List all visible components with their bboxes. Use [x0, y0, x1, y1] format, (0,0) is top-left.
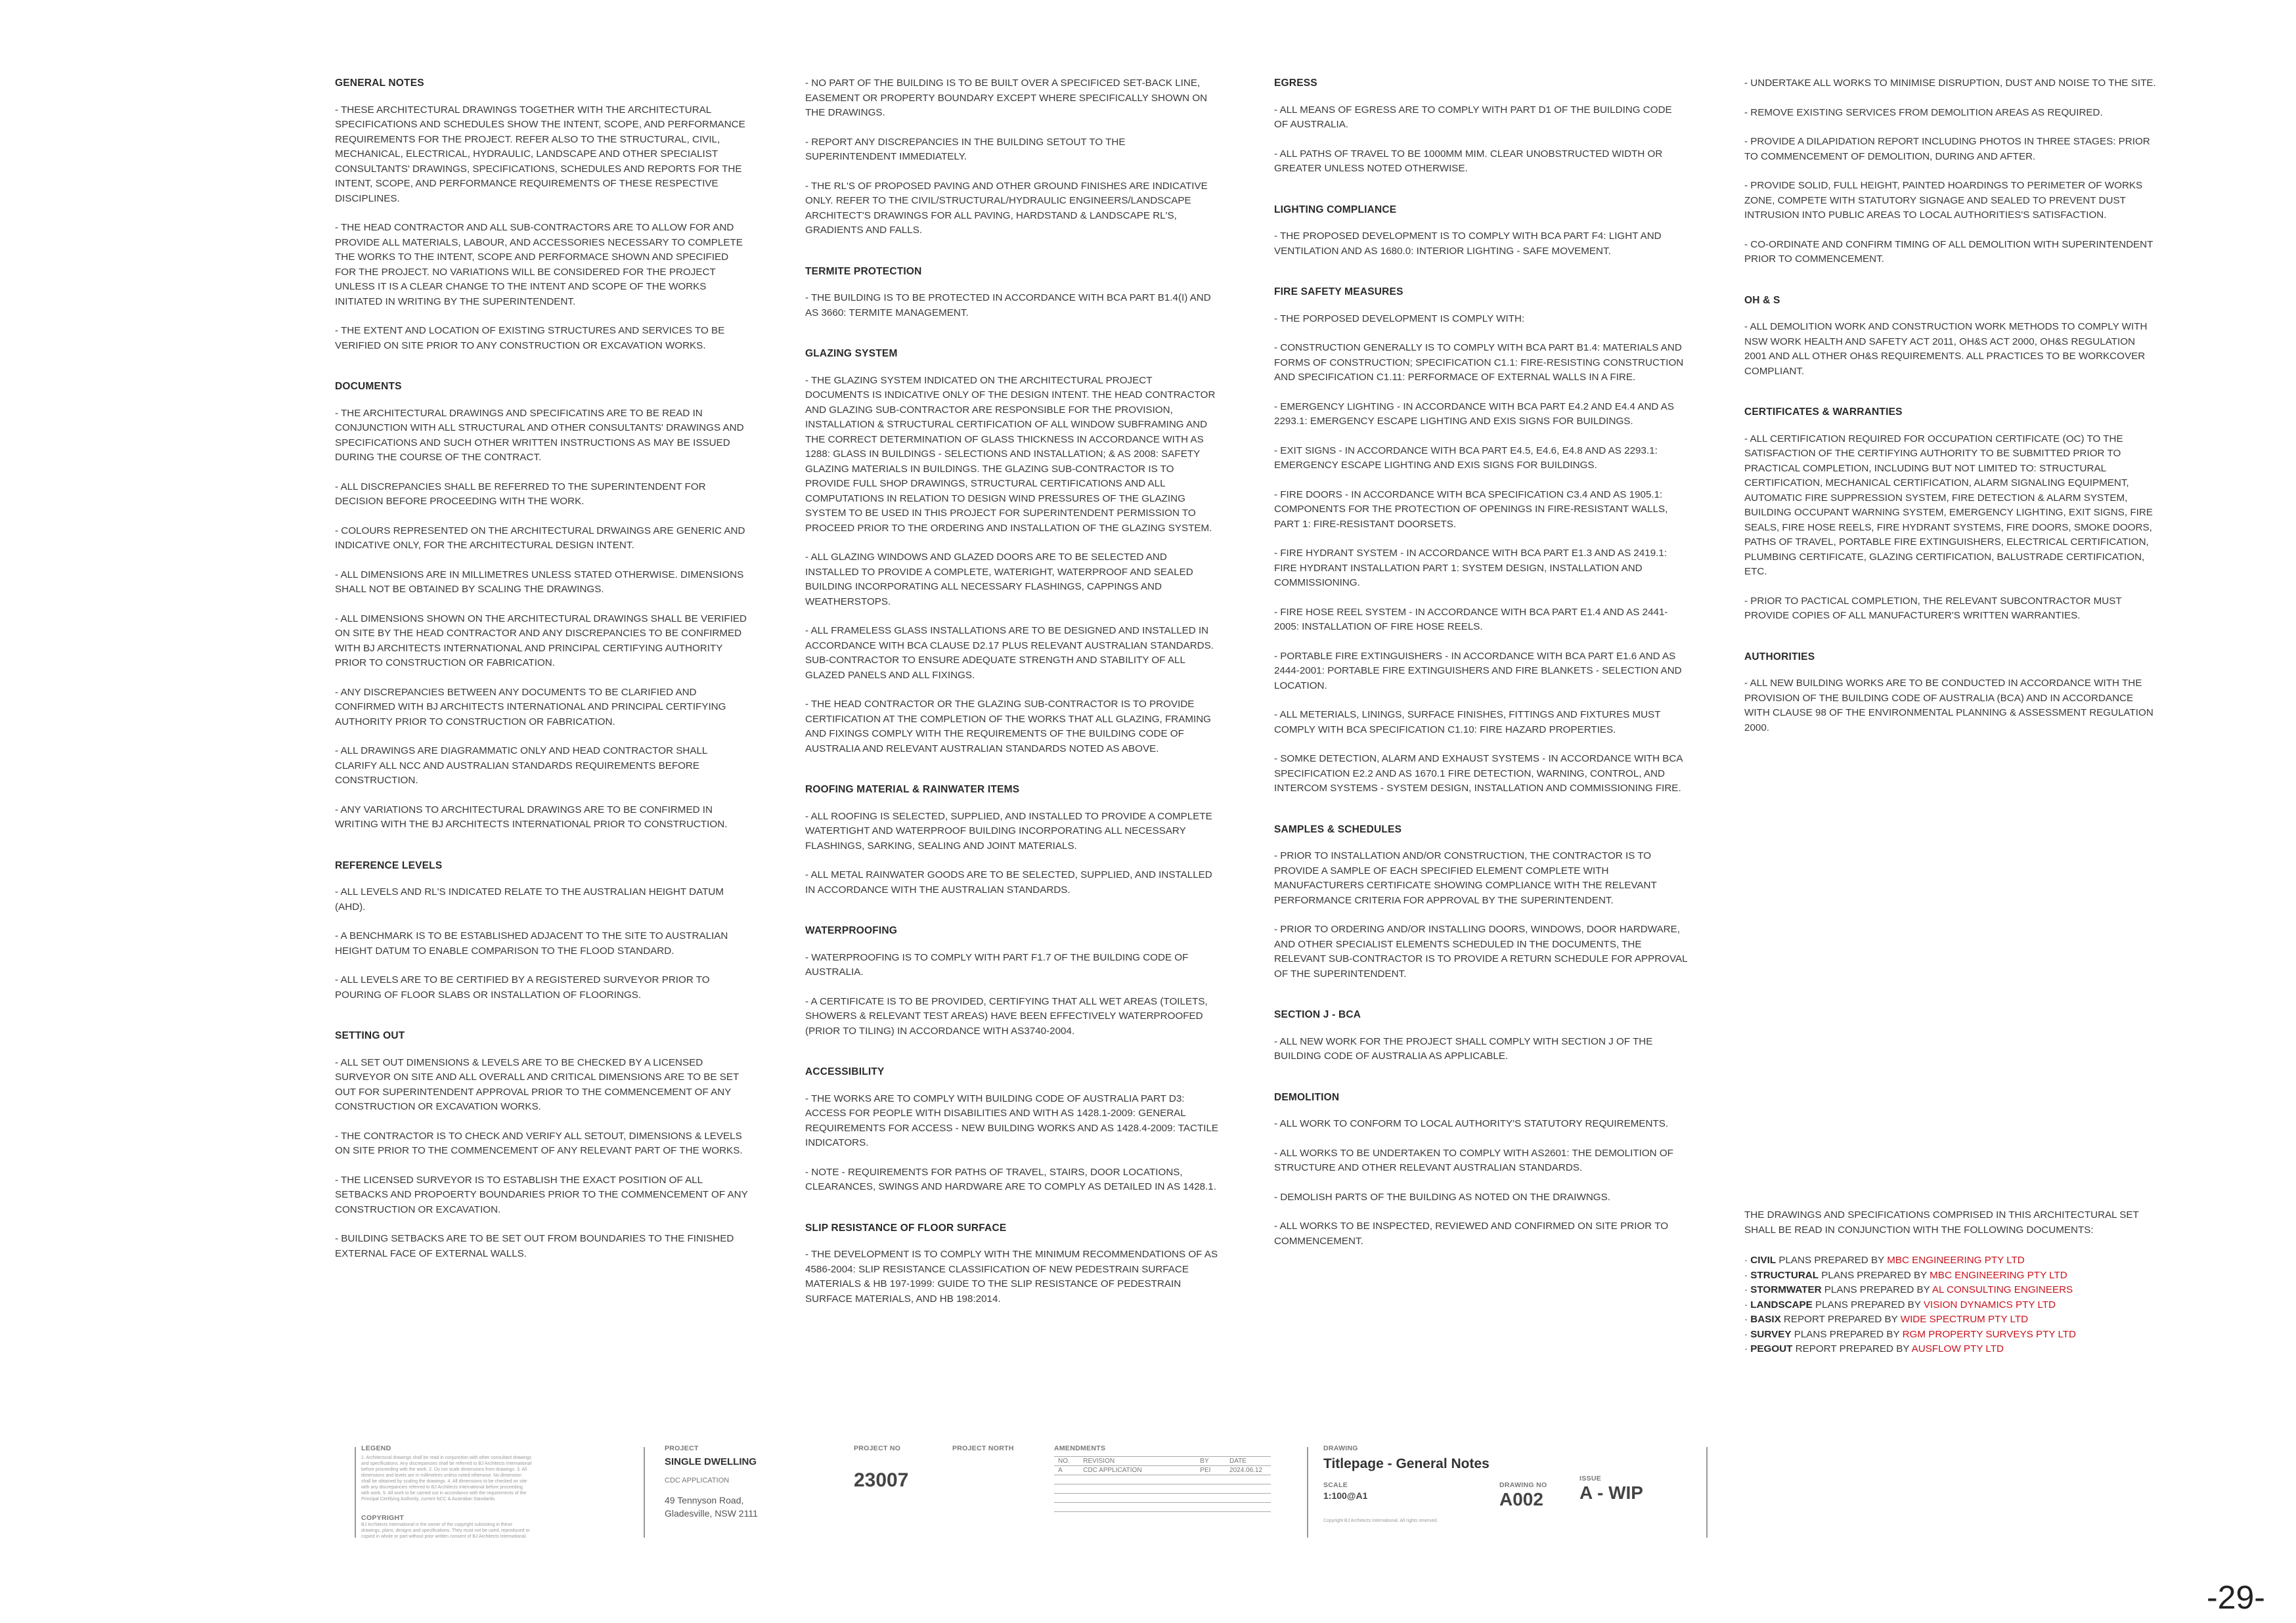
drawing-cell: [1323, 1444, 1643, 1543]
bullet-icon: ·: [1744, 1255, 1751, 1266]
note-paragraph: - ALL WORKS TO BE INSPECTED, REVIEWED AND CONFIRMED ON SITE PRIOR TO COMMENCEMENT.: [1274, 1221, 1669, 1247]
section-title: GENERAL NOTES: [335, 77, 424, 89]
reference-item: [1744, 1283, 2165, 1298]
reference-list: [1744, 1253, 2165, 1357]
reference-text: PLANS PREPARED BY: [1812, 1299, 1924, 1310]
amendments-cell: [1054, 1444, 1271, 1543]
note-paragraph: - ALL FRAMELESS GLASS INSTALLATIONS ARE TO BE DESIGNED AND INSTALLED IN ACCORDANCE WITH BCA CLAUSE D2.17 PLUS RELEVANT AUSTRALIAN STANDARDS. SUB-CONTRACTOR TO ENSURE ADEQUATE STRENGTH AND STABILITY OF ALL GLAZED PANELS AND ALL FIXINGS.: [805, 625, 1214, 681]
notes-section: [335, 76, 749, 353]
issue-group: [1579, 1475, 1658, 1504]
drawing-no: A002: [1499, 1489, 1543, 1509]
bullet-icon: ·: [1744, 1284, 1751, 1295]
project-name: SINGLE DWELLING: [665, 1456, 757, 1467]
notes-section: [1274, 1008, 1688, 1064]
note-paragraph: - ALL PATHS OF TRAVEL TO BE 1000MM MIM. CLEAR UNOBSTRUCTED WIDTH OR GREATER UNLESS NOTED OTHERWISE.: [1274, 148, 1663, 174]
reference-text: PLANS PREPARED BY: [1819, 1269, 1930, 1281]
amend-cell: [1225, 1484, 1271, 1494]
note-paragraph: - NOTE - REQUIREMENTS FOR PATHS OF TRAVEL, STAIRS, DOOR LOCATIONS, CLEARANCES, SWINGS AND HARDWARE ARE TO COMPLY AS DETAILED IN AS 1428.1.: [805, 1166, 1216, 1192]
notes-column-2: [805, 76, 1219, 1333]
note-paragraph: - NO PART OF THE BUILDING IS TO BE BUILT OVER A SPECIFICED SET-BACK LINE, EASEMENT OR PROPERTY BOUNDARY EXCEPT WHERE SPECIFICALLY SHOWN ON THE DRAWINGS.: [805, 77, 1208, 118]
note-paragraph: - ALL DISCREPANCIES SHALL BE REFERRED TO THE SUPERINTENDENT FOR DECISION BEFORE PROCEEDING WITH THE WORK.: [335, 481, 706, 507]
amend-cell: 2024.06.12: [1225, 1466, 1271, 1475]
amend-header-row: [1054, 1457, 1271, 1466]
note-paragraph: - BUILDING SETBACKS ARE TO BE SET OUT FROM BOUNDARIES TO THE FINISHED EXTERNAL FACE OF EXTERNAL WALLS.: [335, 1233, 734, 1259]
project-no-label: PROJECT NO: [854, 1444, 901, 1452]
reference-item: [1744, 1298, 2165, 1313]
note-paragraph: - ALL DRAWINGS ARE DIAGRAMMATIC ONLY AND HEAD CONTRACTOR SHALL CLARIFY ALL NCC AND AUSTRALIAN STANDARDS REQUIREMENTS BEFORE CONSTRUCTION.: [335, 745, 707, 786]
note-paragraph: - PORTABLE FIRE EXTINGUISHERS - IN ACCORDANCE WITH BCA PART E1.6 AND AS 2444-2001: PORTABLE FIRE EXTINGUISHERS AND FIRE BLANKETS - SELECTION AND LOCATION.: [1274, 650, 1682, 691]
note-paragraph: - ALL SET OUT DIMENSIONS & LEVELS ARE TO BE CHECKED BY A LICENSED SURVEYOR ON SITE AND ALL OVERALL AND CRITICAL DIMENSIONS ARE TO BE SET OUT FOR SUPERINTENDENT APPROVAL PRIOR TO THE COMMENCEMENT OF ANY CONSTRUCTION OR EXCAVATION WORKS.: [335, 1056, 739, 1112]
project-no-cell: [854, 1444, 926, 1543]
title-block: [355, 1444, 2128, 1543]
copyright-text: BJ Architects International is the owner of the copyright subsisting in these drawings, plans, designs and specifications. They must not be used, reproduced or copied in whole or part without prior written consent of BJ Architects International.: [361, 1523, 530, 1539]
section-title: LIGHTING COMPLIANCE: [1274, 204, 1397, 215]
note-paragraph: - REMOVE EXISTING SERVICES FROM DEMOLITION AREAS AS REQUIRED.: [1744, 106, 2103, 118]
reference-item: [1744, 1312, 2165, 1328]
notes-section: [1274, 1091, 1688, 1249]
drawing-no-label: DRAWING NO: [1499, 1481, 1547, 1489]
section-title: GLAZING SYSTEM: [805, 348, 898, 359]
note-paragraph: - ANY VARIATIONS TO ARCHITECTURAL DRAWINGS ARE TO BE CONFIRMED IN WRITING WITH THE BJ ARCHITECTS INTERNATIONAL PRIOR TO CONSTRUCTION.: [335, 804, 728, 830]
scale-group: [1323, 1481, 1367, 1501]
drawing-title: Titlepage - General Notes: [1323, 1456, 1490, 1471]
scale-label: SCALE: [1323, 1481, 1348, 1489]
project-label: PROJECT: [665, 1444, 699, 1452]
amend-header-cell: BY: [1196, 1457, 1225, 1466]
page-number: -29-: [2207, 1579, 2265, 1616]
reference-firm: MBC ENGINEERING PTY LTD: [1887, 1255, 2025, 1266]
note-paragraph: - SOMKE DETECTION, ALARM AND EXHAUST SYSTEMS - IN ACCORDANCE WITH BCA SPECIFICATION E2.2 AND AS 1670.1 FIRE DETECTION, WARNING, CONTROL, AND INTERCOM SYSTEMS - SYSTEM DESIGN, INSTALLATION AND COMMISSIONING FIRE.: [1274, 753, 1683, 794]
reference-kind: BASIX: [1750, 1314, 1781, 1325]
note-paragraph: - ALL MEANS OF EGRESS ARE TO COMPLY WITH PART D1 OF THE BUILDING CODE OF AUSTRALIA.: [1274, 104, 1672, 130]
reference-firm: WIDE SPECTRUM PTY LTD: [1900, 1314, 2029, 1325]
note-paragraph: - CO-ORDINATE AND CONFIRM TIMING OF ALL DEMOLITION WITH SUPERINTENDENT PRIOR TO COMMENCEMENT.: [1744, 238, 2153, 265]
amend-row: [1054, 1503, 1271, 1512]
note-paragraph: - THE HEAD CONTRACTOR AND ALL SUB-CONTRACTORS ARE TO ALLOW FOR AND PROVIDE ALL MATERIALS, LABOUR, AND ACCESSORIES NECESSARY TO COMPLETE THE WORKS TO THE INTENT, SCOPE AND PERFORMACE SHOWN AND SPECIFIED FOR THE PROJECT. NO VARIATIONS WILL BE CONSIDERED FOR THE PROJECT UNLESS IT IS A CLEAR CHANGE TO THE INTENT AND SCOPE OF THE WORKS INITIATED IN WRITING BY THE SUPERINTENDENT.: [335, 222, 743, 307]
notes-column-3: [1274, 76, 1688, 1275]
reference-text: PLANS PREPARED BY: [1776, 1255, 1888, 1266]
note-paragraph: - PROVIDE SOLID, FULL HEIGHT, PAINTED HOARDINGS TO PERIMETER OF WORKS ZONE, COMPETE WITH STATUTORY SIGNAGE AND SEALED TO PREVENT DUST INTRUSION INTO PUBLIC AREAS TO LOCAL AUTHORITIES'S SATISFACTION.: [1744, 180, 2143, 221]
note-paragraph: - ALL GLAZING WINDOWS AND GLAZED DOORS ARE TO BE SELECTED AND INSTALLED TO PROVIDE A COMPLETE, WATERIGHT, WATERPROOF AND SEALED BUILDING INCORPORATING ALL NECESSARY FLASHINGS, CAPPINGS AND WEATHERSTOPS.: [805, 552, 1193, 607]
reference-kind: SURVEY: [1750, 1328, 1792, 1340]
note-paragraph: - REPORT ANY DISCREPANCIES IN THE BUILDING SETOUT TO THE SUPERINTENDENT IMMEDIATELY.: [805, 136, 1126, 162]
section-title: FIRE SAFETY MEASURES: [1274, 286, 1403, 297]
reference-kind: STORMWATER: [1750, 1284, 1822, 1295]
reference-intro: THE DRAWINGS AND SPECIFICATIONS COMPRISED IN THIS ARCHITECTURAL SET SHALL BE READ IN CONJUNCTION WITH THE FOLLOWING DOCUMENTS:: [1744, 1209, 2139, 1236]
note-paragraph: - THE WORKS ARE TO COMPLY WITH BUILDING CODE OF AUSTRALIA PART D3: ACCESS FOR PEOPLE WITH DISABILITIES AND WITH AS 1428.1-2009: GENERAL REQUIREMENTS FOR ACCESS - NEW BUILDING WORKS AND AS 1428.4-2009: TACTILE INDICATORS.: [805, 1093, 1219, 1148]
note-paragraph: - WATERPROOFING IS TO COMPLY WITH PART F1.7 OF THE BUILDING CODE OF AUSTRALIA.: [805, 951, 1189, 978]
note-paragraph: - UNDERTAKE ALL WORKS TO MINIMISE DISRUPTION, DUST AND NOISE TO THE SITE.: [1744, 77, 2156, 89]
note-paragraph: - PROVIDE A DILAPIDATION REPORT INCLUDING PHOTOS IN THREE STAGES: PRIOR TO COMMENCEMENT OF DEMOLITION, DURING AND AFTER.: [1744, 136, 2150, 162]
reference-kind: CIVIL: [1750, 1255, 1777, 1266]
bullet-icon: ·: [1744, 1343, 1751, 1354]
reference-text: REPORT PREPARED BY: [1792, 1343, 1912, 1354]
note-paragraph: - ALL WORKS TO BE UNDERTAKEN TO COMPLY WITH AS2601: THE DEMOLITION OF STRUCTURE AND OTHER RELEVANT AUSTRALIAN STANDARDS.: [1274, 1147, 1673, 1173]
reference-firm: RGM PROPERTY SURVEYS PTY LTD: [1902, 1328, 2077, 1340]
amend-row: [1054, 1494, 1271, 1503]
divider: [1307, 1447, 1308, 1538]
reference-firm: AL CONSULTING ENGINEERS: [1932, 1284, 2073, 1295]
issue-label: ISSUE: [1579, 1475, 1602, 1482]
reference-text: PLANS PREPARED BY: [1791, 1328, 1903, 1340]
reference-kind: PEGOUT: [1750, 1343, 1793, 1354]
bullet-icon: ·: [1744, 1269, 1751, 1281]
note-paragraph: - ALL WORK TO CONFORM TO LOCAL AUTHORITY'S STATUTORY REQUIREMENTS.: [1274, 1118, 1669, 1129]
drawing-meta: [1323, 1475, 1643, 1513]
amend-cell: [1079, 1494, 1196, 1503]
note-paragraph: - THE HEAD CONTRACTOR OR THE GLAZING SUB-CONTRACTOR IS TO PROVIDE CERTIFICATION AT THE COMPLETION OF THE WORKS THAT ALL GLAZING, FRAMING AND FIXINGS COMPLY WITH THE REQUIREMENTS OF THE BUILDING CODE OF AUSTRALIA AND RELEVANT AUSTRALIAN STANDARDS NOTED AS ABOVE.: [805, 699, 1211, 754]
section-title: SLIP RESISTANCE OF FLOOR SURFACE: [805, 1222, 1007, 1234]
notes-section: [805, 76, 1219, 238]
note-paragraph: - PRIOR TO ORDERING AND/OR INSTALLING DOORS, WINDOWS, DOOR HARDWARE, AND OTHER SPECIALIST ELEMENTS SCHEDULED IN THE DOCUMENTS, THE RELEVANT SUB-CONTRACTOR IS TO PROVIDE A RETURN SCHEDULE FOR APPROVAL OF THE SUPERINTENDENT.: [1274, 924, 1688, 980]
bullet-icon: ·: [1744, 1314, 1751, 1325]
amend-cell: [1079, 1484, 1196, 1494]
notes-section: [805, 783, 1219, 898]
amend-cell: [1225, 1494, 1271, 1503]
amendments-table: [1054, 1456, 1271, 1512]
project-north-label: PROJECT NORTH: [952, 1444, 1014, 1452]
project-cell: [665, 1444, 796, 1543]
note-paragraph: - FIRE DOORS - IN ACCORDANCE WITH BCA SPECIFICATION C3.4 AND AS 1905.1: COMPONENTS FOR THE PROTECTION OF OPENINGS IN FIRE-RESISTANT WALLS, PART 1: FIRE-RESISTANT DOORSETS.: [1274, 488, 1668, 530]
notes-section: [335, 1029, 749, 1261]
notes-section: [805, 1065, 1219, 1195]
note-paragraph: - THE ARCHITECTURAL DRAWINGS AND SPECIFICATINS ARE TO BE READ IN CONJUNCTION WITH ALL STRUCTURAL AND OTHER CONSULTANTS' DRAWINGS AND SPECIFICATIONS AND SUCH OTHER WRITTEN INSTRUCTIONS AS MAY BE ISSUED DURING THE COURSE OF THE CONTRACT.: [335, 407, 744, 463]
section-title: DOCUMENTS: [335, 381, 402, 392]
drawing-label: DRAWING: [1323, 1444, 1358, 1452]
footer-copyright: Copyright BJ Architects International. All rights reserved.: [1323, 1519, 1438, 1523]
project-address: [665, 1494, 796, 1520]
note-paragraph: - PRIOR TO PACTICAL COMPLETION, THE RELEVANT SUBCONTRACTOR MUST PROVIDE COPIES OF ALL MANUFACTURER'S WRITTEN WARRANTIES.: [1744, 595, 2122, 621]
amend-cell: [1054, 1503, 1079, 1512]
note-paragraph: - A CERTIFICATE IS TO BE PROVIDED, CERTIFYING THAT ALL WET AREAS (TOILETS, SHOWERS & RELEVANT TEST AREAS) HAVE BEEN EFFECTIVELY WATERPROOFED (PRIOR TO TILING) IN ACCORDANCE WITH AS3740-2004.: [805, 995, 1208, 1037]
section-title: ROOFING MATERIAL & RAINWATER ITEMS: [805, 784, 1020, 795]
amend-cell: [1079, 1503, 1196, 1512]
section-title: REFERENCE LEVELS: [335, 859, 443, 871]
reference-text: PLANS PREPARED BY: [1821, 1284, 1932, 1295]
project-no: 23007: [854, 1469, 909, 1491]
note-paragraph: - THE CONTRACTOR IS TO CHECK AND VERIFY ALL SETOUT, DIMENSIONS & LEVELS ON SITE PRIOR TO THE COMMENCEMENT OF ANY RELEVANT PART OF THE WORKS.: [335, 1130, 743, 1156]
note-paragraph: - FIRE HOSE REEL SYSTEM - IN ACCORDANCE WITH BCA PART E1.4 AND AS 2441-2005: INSTALLATION OF FIRE HOSE REELS.: [1274, 606, 1668, 632]
reference-firm: AUSFLOW PTY LTD: [1911, 1343, 2004, 1354]
section-title: ACCESSIBILITY: [805, 1066, 885, 1077]
notes-section: [335, 859, 749, 1003]
amend-cell: [1225, 1503, 1271, 1512]
note-paragraph: - ALL NEW BUILDING WORKS ARE TO BE CONDUCTED IN ACCORDANCE WITH THE PROVISION OF THE BUILDING CODE OF AUSTRALIA (BCA) AND IN ACCORDANCE WITH CLAUSE 98 OF THE ENVIRONMENTAL PLANNING & ASSESSMENT REGULATION 2000.: [1744, 678, 2153, 733]
scale-value: 1:100@A1: [1323, 1490, 1368, 1501]
note-paragraph: - CONSTRUCTION GENERALLY IS TO COMPLY WITH BCA PART B1.4: MATERIALS AND FORMS OF CONSTRUCTION; SPECIFICATION C1.1: FIRE-RESISTING CONSTRUCTION AND SPECIFICATION C1.11: PERFORMACE OF EXTERNAL WALLS IN A FIRE.: [1274, 342, 1684, 383]
project-subtitle: CDC APPLICATION: [665, 1477, 730, 1484]
notes-section: [805, 347, 1219, 756]
section-title: CERTIFICATES & WARRANTIES: [1744, 406, 1903, 418]
note-paragraph: - ALL LEVELS AND RL'S INDICATED RELATE TO THE AUSTRALIAN HEIGHT DATUM (AHD).: [335, 886, 724, 913]
section-title: AUTHORITIES: [1744, 651, 1815, 662]
note-paragraph: - THE DEVELOPMENT IS TO COMPLY WITH THE MINIMUM RECOMMENDATIONS OF AS 4586-2004: SLIP RESISTANCE CLASSIFICATION OF NEW PEDESTRAIN SURFACE MATERIALS & HB 197-1999: GUIDE TO THE SLIP RESISTANCE OF PEDESTRAIN SURFACE MATERIALS, AND HB 198:2014.: [805, 1249, 1218, 1305]
amend-cell: [1054, 1475, 1079, 1484]
note-paragraph: - ALL DIMENSIONS SHOWN ON THE ARCHITECTURAL DRAWINGS SHALL BE VERIFIED ON SITE BY THE HEAD CONTRACTOR AND ANY DISCREPANCIES TO BE CONFIRMED WITH BJ ARCHITECTS INTERNATIONAL AND PRINCIPAL CERTIFYING AUTHORITY PRIOR TO CONSTRUCTION OR FABRICATION.: [335, 613, 747, 668]
notes-section: [1274, 203, 1688, 259]
amend-cell: [1225, 1475, 1271, 1484]
amend-row: [1054, 1466, 1271, 1475]
amend-cell: [1196, 1503, 1225, 1512]
reference-item: [1744, 1268, 2165, 1284]
notes-section: [1744, 650, 2158, 736]
note-paragraph: - EXIT SIGNS - IN ACCORDANCE WITH BCA PART E4.5, E4.6, E4.8 AND AS 2293.1: EMERGENCY ESCAPE LIGHTING AND EXIS SIGNS FOR BUILDINGS.: [1274, 444, 1658, 471]
notes-section: [335, 379, 749, 833]
amend-header-cell: DATE: [1225, 1457, 1271, 1466]
notes-column-1: [335, 76, 749, 1288]
bullet-icon: ·: [1744, 1328, 1751, 1340]
legend-label: LEGEND: [361, 1444, 391, 1452]
reference-kind: STRUCTURAL: [1750, 1269, 1819, 1281]
notes-section: [1744, 405, 2158, 624]
section-title: TERMITE PROTECTION: [805, 265, 922, 277]
legend-text: 1. Architectural drawings shall be read in conjunction with other consultant drawings and specifications. Any discrepancies shall be referred to BJ Architects International before proceeding with the work. 2. Do not scale dimensions from drawings. 3. All dimensions and levels are in millimetres unless noted otherwise. No dimension shall be obtained by scaling the drawings. 4. All dimensions to be checked on site with any discrepancies referred to BJ Architects International before proceeding with work. 5. All work to be carried out in accordance with the requirements of the Principal Certifying Authority, current NCC & Australian Standards.: [361, 1456, 532, 1502]
divider: [355, 1447, 356, 1538]
note-paragraph: - ALL CERTIFICATION REQUIRED FOR OCCUPATION CERTIFICATE (OC) TO THE SATISFACTION OF THE CERTIFYING AUTHORITY TO BE SUBMITTED PRIOR TO PRACTICAL COMPLETION, INCLUDING BUT NOT LIMITED TO: STRUCTURAL CERTIFICATION, MECHANICAL CERTIFICATION, ALARM SIGNALING EQUIPMENT, AUTOMATIC FIRE SUPPRESSION SYSTEM, FIRE DETECTION & ALARM SYSTEM, BUILDING OCCUPANT WARNING SYSTEM, EMERGENCY LIGHTING, EXIT SIGNS, FIRE SEALS, FIRE HOSE REELS, FIRE HYDRANT SYSTEMS, FIRE DOORS, SMOKE DOORS, PATHS OF TRAVEL, PORTABLE FIRE EXTINGUISHERS, ELECTRICAL CERTIFICATION, PLUMBING CERTIFICATE, GLAZING CERTIFICATION, BALUSTRADE CERTIFICATION, ETC.: [1744, 433, 2153, 577]
notes-section: [1274, 285, 1688, 796]
project-north-cell: [952, 1444, 1044, 1543]
amend-cell: [1196, 1484, 1225, 1494]
amend-cell: [1079, 1475, 1196, 1484]
copyright-label: COPYRIGHT: [361, 1514, 405, 1522]
address-line-2: Gladesville, NSW 2111: [665, 1508, 758, 1519]
note-paragraph: - THE EXTENT AND LOCATION OF EXISTING STRUCTURES AND SERVICES TO BE VERIFIED ON SITE PRIOR TO ANY CONSTRUCTION OR EXCAVATION WORKS.: [335, 325, 725, 351]
amend-row: [1054, 1484, 1271, 1494]
note-paragraph: - A BENCHMARK IS TO BE ESTABLISHED ADJACENT TO THE SITE TO AUSTRALIAN HEIGHT DATUM TO ENABLE COMPARISON TO THE FLOOD STANDARD.: [335, 930, 728, 957]
note-paragraph: - THE GLAZING SYSTEM INDICATED ON THE ARCHITECTURAL PROJECT DOCUMENTS IS INDICATIVE ONLY OF THE DESIGN INTENT. THE HEAD CONTRACTOR AND GLAZING SUB-CONTRACTOR ARE RESPONSIBLE FOR THE PROVISION, INSTALLATION & STRUCTURAL CERTIFICATION OF ALL WINDOW SUBFRAMING AND THE CORRECT DETERMINATION OF GLASS THICKNESS IN ACCORDANCE WITH AS 1288: GLASS IN BUILDINGS - SELECTIONS AND INSTALLATION; & AS 2008: SAFETY GLAZING MATERIALS IN BUILDINGS. THE GLAZING SUB-CONTRACTOR IS TO PROVIDE FULL SHOP DRAWINGS, STRUCTURAL CERTIFICATIONS AND ALL COMPUTATIONS IN RELATION TO DESIGN WIND PRESSURES OF THE GLAZING SYSTEM TO BE USED IN THIS PROJECT FOR SUPERINTENDENT PERMISSION TO PROCEED PRIOR TO THE ORDERING AND INSTALLATION OF THE GLAZING SYSTEM.: [805, 374, 1216, 534]
notes-section: [1744, 293, 2158, 379]
note-paragraph: - ALL DIMENSIONS ARE IN MILLIMETRES UNLESS STATED OTHERWISE. DIMENSIONS SHALL NOT BE OBTAINED BY SCALING THE DRAWINGS.: [335, 569, 744, 595]
legend-cell: [361, 1444, 532, 1543]
note-paragraph: - ALL METERIALS, LININGS, SURFACE FINISHES, FITTINGS AND FIXTURES MUST COMPLY WITH BCA SPECIFICATION C1.10: FIRE HAZARD PROPERTIES.: [1274, 709, 1661, 735]
note-paragraph: - ALL DEMOLITION WORK AND CONSTRUCTION WORK METHODS TO COMPLY WITH NSW WORK HEALTH AND SAFETY ACT 2011, OH&S ACT 2000, OH&S REGULATION 2001 AND ALL OTHER OH&S REQUIREMENTS. ALL PRACTICES TO BE WORKCOVER COMPLIANT.: [1744, 321, 2148, 377]
note-paragraph: - ALL NEW WORK FOR THE PROJECT SHALL COMPLY WITH SECTION J OF THE BUILDING CODE OF AUSTRALIA AS APPLICABLE.: [1274, 1035, 1653, 1062]
reference-documents: [1744, 1208, 2165, 1357]
section-title: WATERPROOFING: [805, 925, 898, 936]
amend-header-cell: NO.: [1054, 1457, 1079, 1466]
drawing-no-group: [1499, 1481, 1565, 1510]
note-paragraph: - FIRE HYDRANT SYSTEM - IN ACCORDANCE WITH BCA PART E1.3 AND AS 2419.1: FIRE HYDRANT INSTALLATION PART 1: SYSTEM DESIGN, INSTALLATION AND COMMISSIONING.: [1274, 548, 1667, 588]
note-paragraph: - THE BUILDING IS TO BE PROTECTED IN ACCORDANCE WITH BCA PART B1.4(I) AND AS 3660: TERMITE MANAGEMENT.: [805, 292, 1211, 318]
amend-cell: [1196, 1494, 1225, 1503]
notes-section: [805, 924, 1219, 1039]
note-paragraph: - THE RL'S OF PROPOSED PAVING AND OTHER GROUND FINISHES ARE INDICATIVE ONLY. REFER TO THE CIVIL/STRUCTURAL/HYDRAULIC ENGINEERS/LANDSCAPE ARCHITECT'S DRAWINGS FOR ALL PAVING, HARDSTAND & LANDSCAPE RL'S, GRADIENTS AND FALLS.: [805, 180, 1208, 236]
amendments-label: AMENDMENTS: [1054, 1444, 1106, 1452]
reference-text: REPORT PREPARED BY: [1780, 1314, 1901, 1325]
reference-kind: LANDSCAPE: [1750, 1299, 1813, 1310]
address-line-1: 49 Tennyson Road,: [665, 1495, 744, 1505]
reference-firm: MBC ENGINEERING PTY LTD: [1930, 1269, 2067, 1281]
divider: [644, 1447, 645, 1538]
note-paragraph: - DEMOLISH PARTS OF THE BUILDING AS NOTED ON THE DRAIWNGS.: [1274, 1191, 1610, 1203]
amend-header-cell: REVISION: [1079, 1457, 1196, 1466]
notes-section: [805, 1221, 1219, 1307]
note-paragraph: - EMERGENCY LIGHTING - IN ACCORDANCE WITH BCA PART E4.2 AND E4.4 AND AS 2293.1: EMERGENCY ESCAPE LIGHTING AND EXIS SIGNS FOR BUILDINGS.: [1274, 400, 1675, 427]
note-paragraph: - PRIOR TO INSTALLATION AND/OR CONSTRUCTION, THE CONTRACTOR IS TO PROVIDE A SAMPLE OF EACH SPECIFIED ELEMENT COMPLETE WITH MANUFACTURERS CERTIFICATE SHOWING COMPLIANCE WITH THE RELEVANT PERFORMANCE CRITERIA FOR APPROVAL BY THE SUPERINTENDENT.: [1274, 850, 1657, 906]
reference-item: [1744, 1253, 2165, 1268]
notes-section: [1744, 76, 2158, 267]
issue-value: A - WIP: [1579, 1482, 1643, 1503]
section-title: SETTING OUT: [335, 1030, 405, 1041]
amend-cell: CDC APPLICATION: [1079, 1466, 1196, 1475]
reference-item: [1744, 1342, 2165, 1357]
note-paragraph: - THE LICENSED SURVEYOR IS TO ESTABLISH THE EXACT POSITION OF ALL SETBACKS AND PROPOERTY BOUNDARIES PRIOR TO THE COMMENCEMENT OF ANY CONSTRUCTION OR EXCAVATION.: [335, 1174, 748, 1215]
section-title: DEMOLITION: [1274, 1091, 1340, 1103]
amend-cell: [1054, 1494, 1079, 1503]
note-paragraph: - ALL ROOFING IS SELECTED, SUPPLIED, AND INSTALLED TO PROVIDE A COMPLETE WATERTIGHT AND WATERPROOF BUILDING INCORPORATING ALL NECESSARY FLASHINGS, SARKING, SEALING AND JOINT MATERIALS.: [805, 810, 1212, 852]
notes-section: [805, 265, 1219, 321]
note-paragraph: - THESE ARCHITECTURAL DRAWINGS TOGETHER WITH THE ARCHITECTURAL SPECIFICATIONS AND SCHEDULES SHOW THE INTENT, SCOPE, AND PERFORMANCE REQUIREMENTS FOR THE PROJECT. REFER ALSO TO THE STRUCTURAL, CIVIL, MECHANICAL, ELECTRICAL, HYDRAULIC, LANDSCAPE AND OTHER SPECIALIST CONSULTANTS' DRAWINGS, SPECIFICATIONS, SCHEDULES AND REPORTS FOR THE INTENT, SCOPE, AND PERFORMANCE REQUIREMENTS OF THESE RESPECTIVE DISCIPLINES.: [335, 104, 745, 204]
bullet-icon: ·: [1744, 1299, 1751, 1310]
notes-section: [1274, 76, 1688, 177]
note-paragraph: - COLOURS REPRESENTED ON THE ARCHITECTURAL DRWAINGS ARE GENERIC AND INDICATIVE ONLY, FOR THE ARCHITECTURAL DESIGN INTENT.: [335, 525, 745, 551]
notes-section: [1274, 823, 1688, 982]
section-title: SAMPLES & SCHEDULES: [1274, 823, 1402, 835]
amend-cell: [1196, 1475, 1225, 1484]
divider: [1706, 1447, 1708, 1538]
reference-item: [1744, 1328, 2165, 1343]
note-paragraph: - ANY DISCREPANCIES BETWEEN ANY DOCUMENTS TO BE CLARIFIED AND CONFIRMED WITH BJ ARCHITECTS INTERNATIONAL AND PRINCIPAL CERTIFYING AUTHORITY PRIOR TO CONSTRUCTION OR FABRICATION.: [335, 686, 726, 727]
note-paragraph: - ALL METAL RAINWATER GOODS ARE TO BE SELECTED, SUPPLIED, AND INSTALLED IN ACCORDANCE WITH THE AUSTRALIAN STANDARDS.: [805, 869, 1212, 896]
amend-cell: PEI: [1196, 1466, 1225, 1475]
section-title: SECTION J - BCA: [1274, 1009, 1361, 1020]
note-paragraph: - THE PROPOSED DEVELOPMENT IS TO COMPLY WITH BCA PART F4: LIGHT AND VENTILATION AND AS 1680.0: INTERIOR LIGHTING - SAFE MOVEMENT.: [1274, 230, 1662, 257]
section-title: EGRESS: [1274, 77, 1317, 89]
reference-firm: VISION DYNAMICS PTY LTD: [1923, 1299, 2056, 1310]
amend-cell: A: [1054, 1466, 1079, 1475]
amend-row: [1054, 1475, 1271, 1484]
note-paragraph: - ALL LEVELS ARE TO BE CERTIFIED BY A REGISTERED SURVEYOR PRIOR TO POURING OF FLOOR SLABS OR INSTALLATION OF FLOORINGS.: [335, 974, 710, 1001]
amend-cell: [1054, 1484, 1079, 1494]
section-title: OH & S: [1744, 294, 1780, 306]
notes-column-4: [1744, 76, 2158, 762]
note-paragraph: - THE PORPOSED DEVELOPMENT IS COMPLY WITH:: [1274, 313, 1525, 324]
